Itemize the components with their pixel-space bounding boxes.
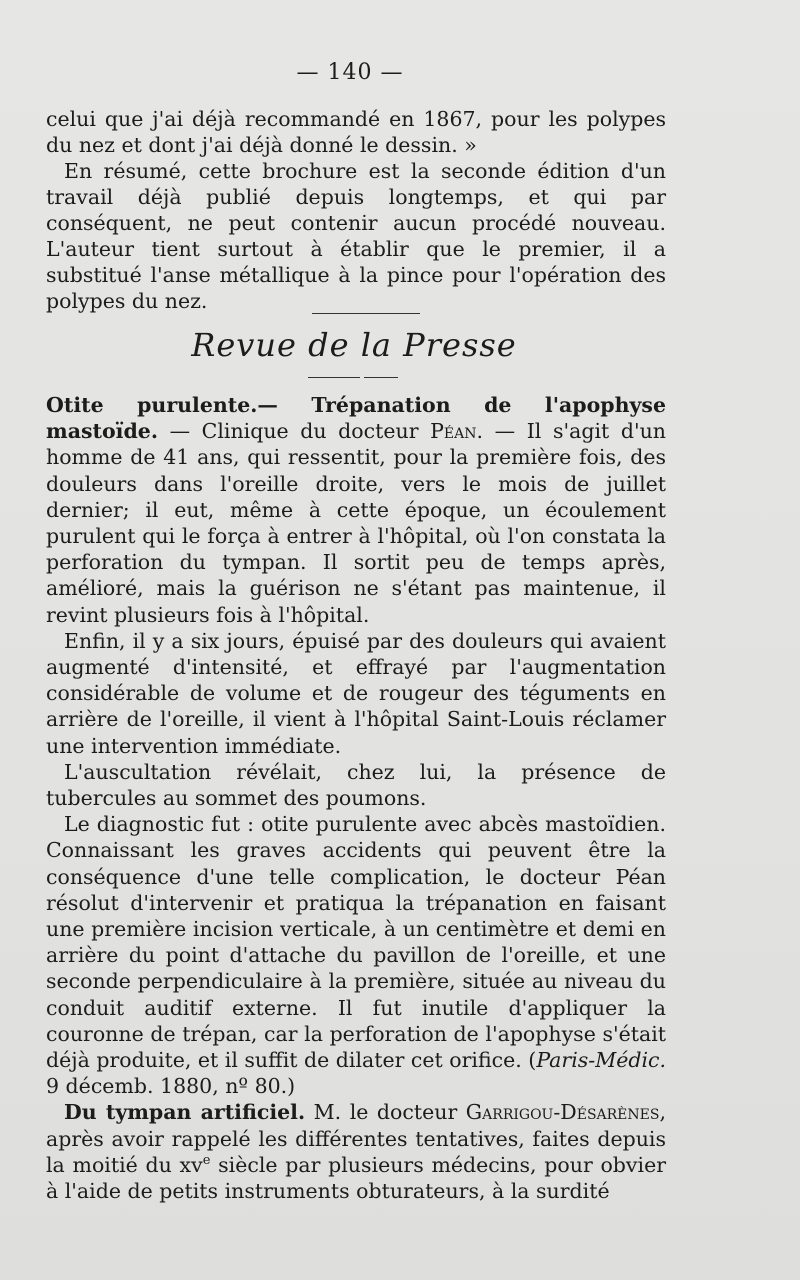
divider-rule bbox=[364, 377, 398, 378]
source-ref: 9 décemb. 1880, nº 80.) bbox=[46, 1074, 296, 1099]
page-number: — 140 — bbox=[296, 60, 404, 85]
article-heading: Otite purulente.— Trépanation de l'apophyse mastoïde. bbox=[46, 393, 666, 444]
article-text-tail: siècle par plusieurs médecins, pour obvier à l'aide de petits instruments obturateurs, à la surdité bbox=[46, 1152, 667, 1204]
paragraph-text: Le diagnostic fut : otite purulente avec abcès mastoïdien. Connaissant les graves accidents qui peuvent être la conséquence d'une telle complication, le docteur Péan résolut d'intervenir et pratiqua la trépanation en faisant une première incision verticale, à un centimètre et demi en arrière du point d'attache du pavillon de l'oreille, et une seconde perpendiculaire à la première, située au niveau du conduit auditif externe. Il fut inutile d'appliquer la couronne de trépan, car la perforation de l'apophyse s'était déjà produite, et il suffit de dilater cet orifice. ( bbox=[46, 812, 666, 1073]
source-title: Paris-Médic. bbox=[536, 1048, 667, 1073]
article-text: , après avoir rappelé les différentes tentatives, faites depuis la moitié du xv bbox=[46, 1100, 666, 1177]
article-paragraph bbox=[46, 392, 666, 628]
paragraph: Enfin, il y a six jours, épuisé par des douleurs qui avaient augmenté d'intensité, et effrayé par l'augmentation considérable de volume et de rougeur des téguments en arrière de l'oreille, il vient à l'hôpital Saint-Louis réclamer une intervention immédiate. bbox=[46, 628, 666, 758]
section-title: Revue de la Presse bbox=[191, 326, 517, 364]
article-heading: Du tympan artificiel. bbox=[64, 1100, 306, 1125]
paragraph bbox=[46, 811, 666, 1099]
article-paragraph bbox=[46, 1099, 666, 1204]
article-text: . — Il s'agit d'un homme de 41 ans, qui ressentit, pour la première fois, des douleurs dans l'oreille droite, vers le mois de juillet dernier; il eut, même à cette époque, un écoulement purulent qui le força à entrer à l'hôpital, où l'on constata la perforation du tympan. Il sortit peu de temps après, amélioré, mais la guérison ne s'étant pas maintenue, il revint plusieurs fois à l'hôpital. bbox=[46, 419, 666, 627]
article-intro: — Clinique du docteur bbox=[157, 419, 431, 444]
divider-rule bbox=[312, 313, 420, 314]
divider-rule bbox=[308, 377, 360, 378]
superscript: e bbox=[202, 1153, 211, 1169]
paragraph: L'auscultation révélait, chez lui, la présence de tubercules au sommet des poumons. bbox=[46, 759, 666, 811]
paragraph: celui que j'ai déjà recommandé en 1867, pour les polypes du nez et dont j'ai déjà donné le dessin. » bbox=[46, 107, 666, 157]
doctor-name: Garrigou-Désarènes bbox=[465, 1100, 660, 1125]
intro-text bbox=[46, 106, 666, 314]
article-intro: M. le docteur bbox=[305, 1100, 466, 1125]
paragraph: En résumé, cette brochure est la seconde édition d'un travail déjà publié depuis longtemps, et qui par conséquent, ne peut contenir aucun procédé nouveau. L'auteur tient surtout à établir que le premier, il a substitué l'anse métallique à la pince pour l'opération des polypes du nez. bbox=[46, 159, 666, 313]
doctor-name: Péan bbox=[430, 419, 477, 444]
press-review-text bbox=[46, 392, 666, 1204]
